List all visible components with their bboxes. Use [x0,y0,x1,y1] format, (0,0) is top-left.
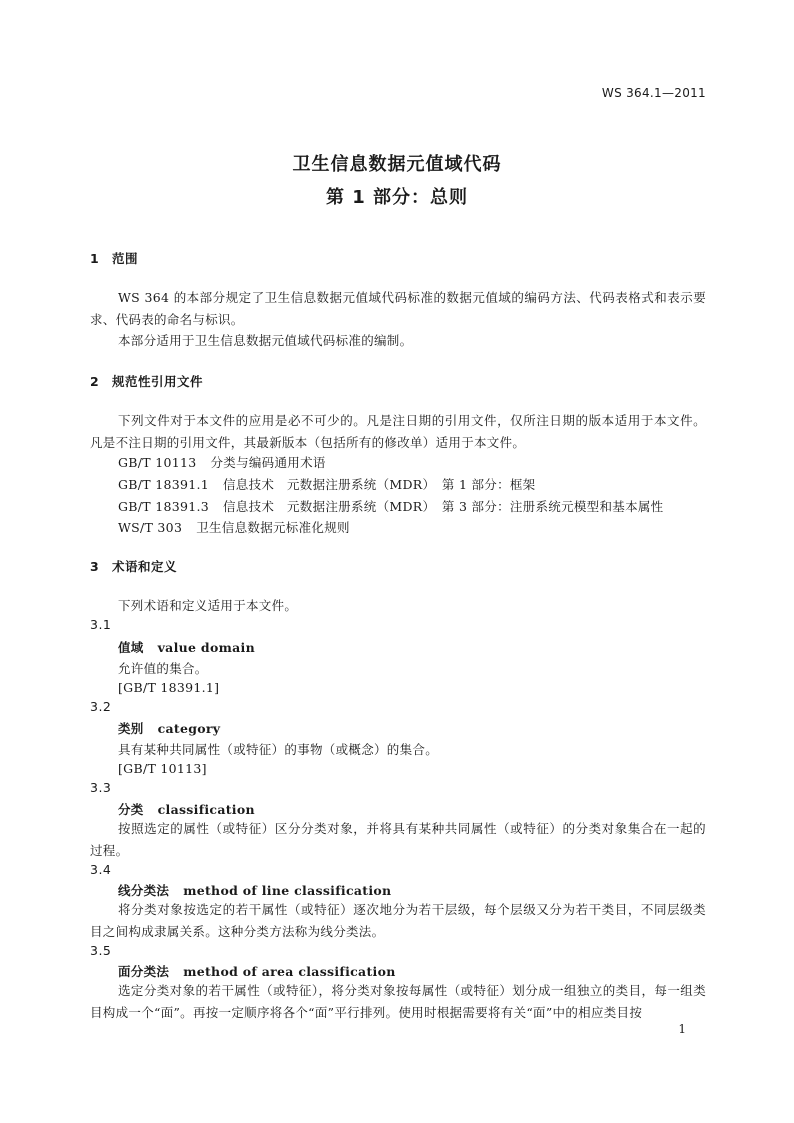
term-en: method of area classification [183,964,396,979]
term-heading [118,719,220,737]
section-number: 1 [90,251,100,266]
reference-title: 信息技术 元数据注册系统（MDR） 第 3 部分：注册系统元模型和基本属性 [222,499,664,514]
section-1-heading [90,249,138,267]
term-definition: 选定分类对象的若干属性（或特征），将分类对象按每属性（或特征）划分成一组独立的类目，每一组类目构成一个“面”。再按一定顺序将各个“面”平行排列。使用时根据需要将有关“面”中的相应类目按 [90,983,706,1020]
term-en: category [157,721,221,736]
term-number: 3.3 [90,780,112,795]
reference-title: 卫生信息数据元标准化规则 [196,520,350,535]
document-number: WS 364.1—2011 [601,86,706,100]
reference-title: 信息技术 元数据注册系统（MDR） 第 1 部分：框架 [222,477,536,492]
reference-title: 分类与编码通用术语 [210,455,326,470]
term-definition: 允许值的集合。 [118,661,208,676]
paragraph: WS 364 的本部分规定了卫生信息数据元值域代码标准的数据元值域的编码方法、代码表格式和表示要求、代码表的命名与标识。 [90,290,706,327]
term-en: method of line classification [183,883,392,898]
term-zh: 线分类法 [118,883,170,898]
reference-item [118,475,535,493]
term-source: [GB/T 18391.1] [118,680,220,695]
document-title: 卫生信息数据元值域代码 [292,154,502,175]
term-source: [GB/T 10113] [118,761,207,776]
term-zh: 类别 [118,721,144,736]
term-number: 3.5 [90,943,112,958]
paragraph: 下列术语和定义适用于本文件。 [118,598,298,613]
document-subtitle: 第 1 部分：总则 [325,187,469,208]
section-title: 规范性引用文件 [112,374,204,389]
term-number: 3.2 [90,699,112,714]
term-en: value domain [157,640,255,655]
section-title: 范围 [112,251,139,266]
term-heading [118,881,391,899]
reference-code: GB/T 18391.3 [118,499,209,514]
reference-code: GB/T 18391.1 [118,477,209,492]
reference-code: GB/T 10113 [118,455,197,470]
section-title: 术语和定义 [112,559,178,574]
term-definition: 具有某种共同属性（或特征）的事物（或概念）的集合。 [118,742,439,757]
section-number: 2 [90,374,100,389]
paragraph: 下列文件对于本文件的应用是必不可少的。凡是注日期的引用文件，仅所注日期的版本适用于本文件。凡是不注日期的引用文件，其最新版本（包括所有的修改单）适用于本文件。 [90,413,706,450]
term-zh: 面分类法 [118,964,170,979]
section-3-heading [90,557,177,575]
reference-code: WS/T 303 [118,520,183,535]
term-heading [118,638,255,656]
section-number: 3 [90,559,100,574]
term-heading [118,800,255,818]
page-number: 1 [678,1022,686,1036]
term-definition: 按照选定的属性（或特征）区分分类对象，并将具有某种共同属性（或特征）的分类对象集合在一起的过程。 [90,821,706,858]
reference-item [118,497,663,515]
term-zh: 值域 [118,640,144,655]
term-heading [118,962,396,980]
term-definition: 将分类对象按选定的若干属性（或特征）逐次地分为若干层级，每个层级又分为若干类目，不同层级类目之间构成隶属关系。这种分类方法称为线分类法。 [90,902,706,939]
term-zh: 分类 [118,802,144,817]
reference-item [118,518,350,536]
term-en: classification [157,802,255,817]
term-number: 3.1 [90,617,112,632]
reference-item [118,453,326,471]
term-number: 3.4 [90,862,112,877]
paragraph: 本部分适用于卫生信息数据元值域代码标准的编制。 [118,333,413,348]
section-2-heading [90,372,203,390]
